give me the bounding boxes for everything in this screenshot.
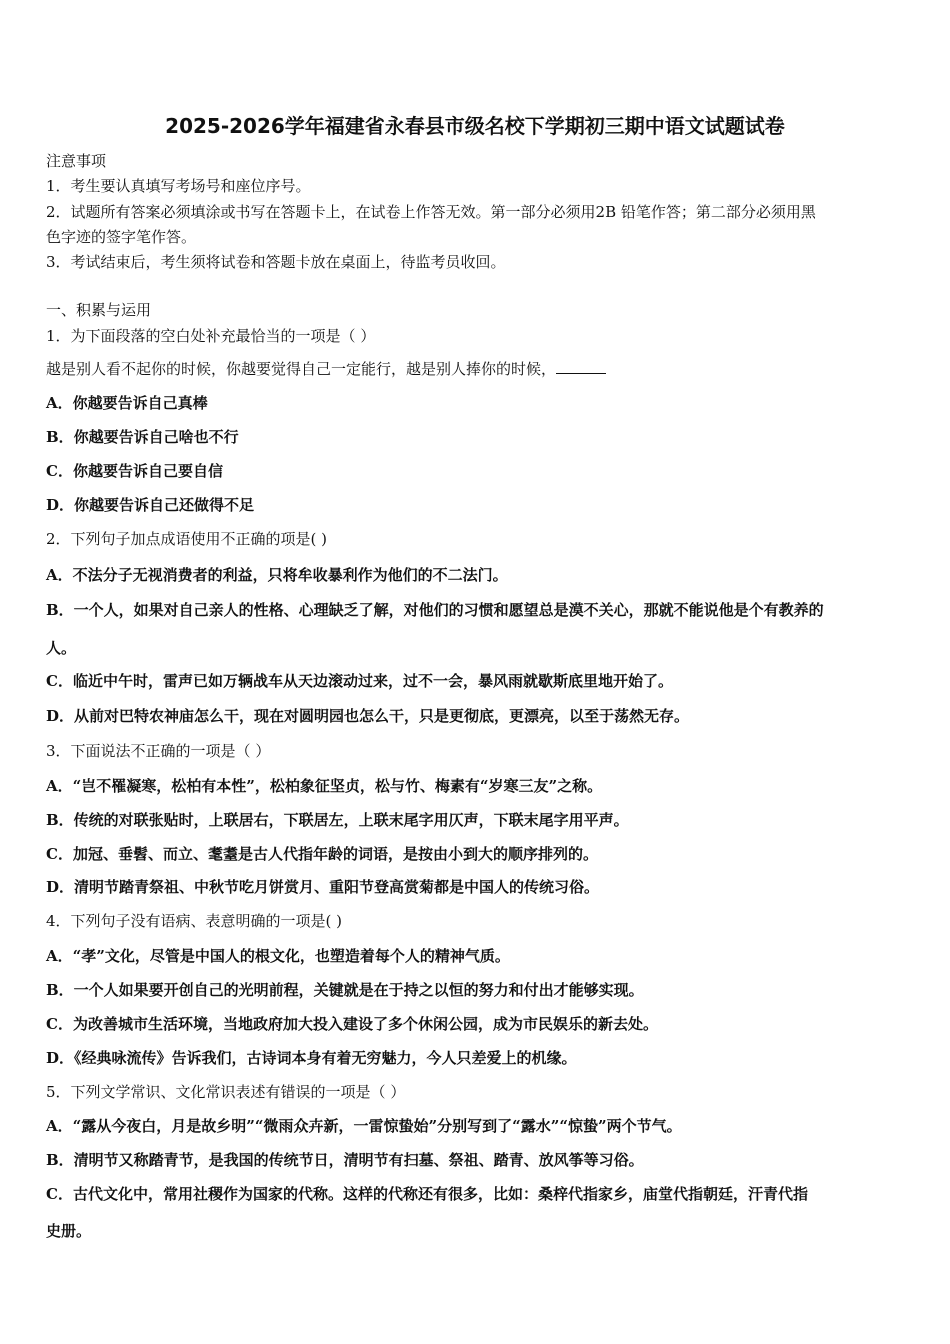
exam-title: 2025-2026学年福建省永春县市级名校下学期初三期中语文试题试卷 bbox=[165, 114, 785, 138]
question-stem: 5．下列文学常识、文化常识表述有错误的一项是（ ） bbox=[46, 1083, 406, 1101]
answer-blank bbox=[556, 359, 606, 374]
notice-heading: 注意事项 bbox=[46, 152, 107, 170]
option-b: B．一个人如果要开创自己的光明前程，关键就是在于持之以恒的努力和付出才能够实现。 bbox=[46, 981, 644, 999]
option-a: A．“露从今夜白，月是故乡明”“微雨众卉新，一雷惊蛰始”分别写到了“露水”“惊蛰”两个节气。 bbox=[46, 1117, 682, 1135]
option-c: C．为改善城市生活环境，当地政府加大投入建设了多个休闲公园，成为市民娱乐的新去处。 bbox=[46, 1015, 658, 1033]
notice-item: 1．考生要认真填写考场号和座位序号。 bbox=[46, 177, 311, 195]
question-passage bbox=[46, 358, 908, 380]
option-d: D．清明节踏青祭祖、中秋节吃月饼赏月、重阳节登高赏菊都是中国人的传统习俗。 bbox=[46, 878, 600, 896]
passage-text: 越是别人看不起你的时候，你越要觉得自己一定能行，越是别人捧你的时候， bbox=[46, 360, 557, 378]
option-c: C．临近中午时，雷声已如万辆战车从天边滚动过来，过不一会，暴风雨就歇斯底里地开始了。 bbox=[46, 672, 673, 690]
option-a: A．不法分子无视消费者的利益，只将牟收暴利作为他们的不二法门。 bbox=[46, 566, 508, 584]
notice-item: 2．试题所有答案必须填涂或书写在答题卡上，在试卷上作答无效。第一部分必须用2B 铅笔作答；第二部分必须用黑 bbox=[46, 203, 816, 221]
question-stem: 2．下列句子加点成语使用不正确的项是( ) bbox=[46, 530, 328, 548]
option-b-continued: 人。 bbox=[46, 639, 77, 657]
option-b: B．你越要告诉自己啥也不行 bbox=[46, 428, 239, 446]
option-a: A．你越要告诉自己真棒 bbox=[46, 394, 208, 412]
option-a: A．“孝”文化，尽管是中国人的根文化，也塑造着每个人的精神气质。 bbox=[46, 947, 510, 965]
option-d: D．你越要告诉自己还做得不足 bbox=[46, 496, 255, 514]
option-d: D．《经典咏流传》告诉我们，古诗词本身有着无穷魅力，今人只差爱上的机缘。 bbox=[46, 1049, 577, 1067]
option-d: D．从前对巴特农神庙怎么干，现在对圆明园也怎么干，只是更彻底，更漂亮，以至于荡然无存。 bbox=[46, 707, 690, 725]
option-b: B．清明节又称踏青节，是我国的传统节日，清明节有扫墓、祭祖、踏青、放风筝等习俗。 bbox=[46, 1151, 644, 1169]
question-stem: 1．为下面段落的空白处补充最恰当的一项是（ ） bbox=[46, 327, 376, 345]
option-b: B．传统的对联张贴时，上联居右，下联居左，上联末尾字用仄声，下联末尾字用平声。 bbox=[46, 811, 629, 829]
option-c-continued: 史册。 bbox=[46, 1222, 92, 1240]
option-a: A．“岂不罹凝寒，松柏有本性”，松柏象征坚贞，松与竹、梅素有“岁寒三友”之称。 bbox=[46, 777, 603, 795]
option-c: C．你越要告诉自己要自信 bbox=[46, 462, 223, 480]
section-heading: 一、积累与运用 bbox=[46, 301, 152, 319]
option-c: C．古代文化中，常用社稷作为国家的代称。这样的代称还有很多，比如：桑梓代指家乡，庙堂代指朝廷，汗青代指 bbox=[46, 1185, 808, 1203]
question-stem: 4．下列句子没有语病、表意明确的一项是( ) bbox=[46, 912, 343, 930]
option-b: B．一个人，如果对自己亲人的性格、心理缺乏了解，对他们的习惯和愿望总是漠不关心，那就不能说他是个有教养的 bbox=[46, 601, 824, 619]
notice-item: 色字迹的签字笔作答。 bbox=[46, 228, 197, 246]
notice-item: 3．考试结束后，考生须将试卷和答题卡放在桌面上，待监考员收回。 bbox=[46, 253, 506, 271]
option-c: C．加冠、垂髫、而立、耄耋是古人代指年龄的词语，是按由小到大的顺序排列的。 bbox=[46, 845, 598, 863]
question-stem: 3．下面说法不正确的一项是（ ） bbox=[46, 742, 271, 760]
